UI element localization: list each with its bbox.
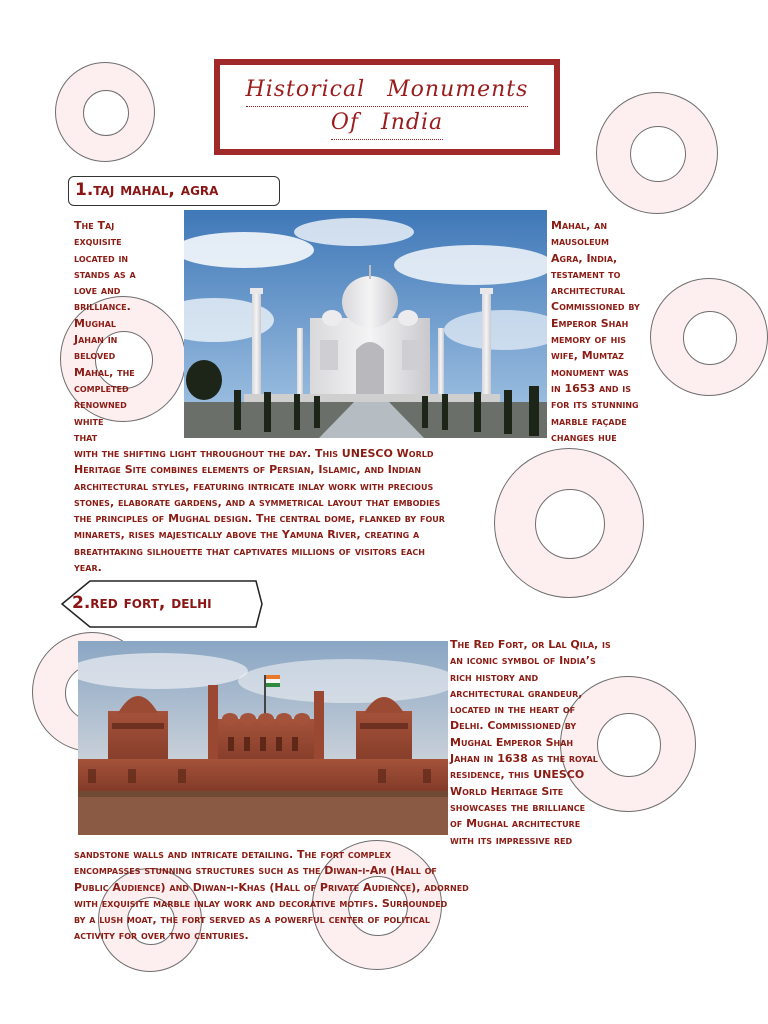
text-line: love and bbox=[74, 284, 121, 298]
text-line: Agra, India, bbox=[551, 251, 618, 265]
text-line: in 1653 and is bbox=[551, 381, 632, 395]
text-line: year. bbox=[74, 561, 102, 575]
text-line: renowned bbox=[74, 398, 127, 412]
text-line: monument was bbox=[551, 365, 629, 379]
text-line: Jahan in 1638 as the royal bbox=[450, 752, 598, 766]
text-line: located in bbox=[74, 251, 129, 265]
red-fort-right-column bbox=[450, 637, 611, 849]
text-line: stones, elaborate gardens, and a symmetrical layout that embodies bbox=[74, 495, 441, 509]
text-line: sandstone walls and intricate detailing. The fort complex bbox=[74, 848, 392, 861]
decorative-ring bbox=[596, 92, 718, 214]
text-line: encompasses stunning structures such as the Diwan-i-Am (Hall of bbox=[74, 864, 437, 878]
text-line: The Red Fort, or Lal Qila, is bbox=[450, 638, 611, 651]
text-line: for its stunning bbox=[551, 398, 639, 412]
text-line: memory of his bbox=[551, 333, 627, 347]
text-line: with its impressive red bbox=[450, 833, 573, 847]
text-line: activity for over two centuries. bbox=[74, 929, 249, 943]
taj-mahal-photo bbox=[184, 210, 547, 438]
text-line: testament to bbox=[551, 267, 621, 281]
text-line: Mahal, the bbox=[74, 365, 135, 379]
text-line: white bbox=[74, 414, 104, 428]
text-line: Jahan in bbox=[74, 333, 118, 347]
section-heading-label: 2.red fort, delhi bbox=[72, 593, 212, 613]
text-line: by a lush moat, the fort served as a powerful center of political bbox=[74, 913, 430, 927]
text-line: completed bbox=[74, 381, 129, 395]
text-line: with exquisite marble inlay work and decorative motifs. Surrounded bbox=[74, 896, 448, 910]
text-line: an iconic symbol of India’s bbox=[450, 654, 596, 668]
taj-left-column bbox=[74, 218, 136, 446]
text-line: Public Audience) and Diwan-i-Khas (Hall of Private Audience), adorned bbox=[74, 880, 469, 894]
text-line: residence, this UNESCO bbox=[450, 768, 585, 782]
text-line: showcases the brilliance bbox=[450, 800, 586, 814]
text-line: architectural bbox=[551, 284, 626, 298]
text-line: minarets, rises majestically above the Yamuna River, creating a bbox=[74, 528, 420, 542]
decorative-ring bbox=[650, 278, 768, 396]
text-line: World Heritage Site bbox=[450, 784, 564, 798]
text-line: that bbox=[74, 430, 98, 444]
text-line: mausoleum bbox=[551, 235, 609, 249]
text-line: architectural grandeur, bbox=[450, 686, 583, 700]
text-line: of Mughal architecture bbox=[450, 817, 581, 831]
text-line: marble façade bbox=[551, 414, 627, 428]
text-line: the principles of Mughal design. The central dome, flanked by four bbox=[74, 512, 445, 526]
section-heading-red-fort bbox=[60, 580, 264, 628]
text-line: The Taj bbox=[74, 219, 115, 232]
taj-right-column bbox=[551, 218, 640, 446]
text-line: exquisite bbox=[74, 235, 122, 249]
text-line: changes hue bbox=[551, 430, 617, 444]
taj-paragraph bbox=[74, 446, 445, 576]
text-line: wife, Mumtaz bbox=[551, 349, 624, 363]
text-line: Mughal bbox=[74, 316, 116, 330]
text-line: Commissioned by bbox=[551, 300, 640, 314]
red-fort-paragraph bbox=[74, 847, 469, 945]
text-line: Mahal, an bbox=[551, 219, 608, 232]
text-line: with the shifting light throughout the day. This UNESCO World bbox=[74, 447, 434, 460]
page-subtitle: Of India bbox=[331, 107, 443, 140]
page-title: Historical Monuments bbox=[246, 74, 529, 107]
decorative-ring bbox=[55, 62, 155, 162]
decorative-ring bbox=[494, 448, 644, 598]
text-line: Delhi. Commissioned by bbox=[450, 719, 577, 733]
section-heading-taj-mahal: 1.taj mahal, agra bbox=[68, 176, 280, 206]
title-banner bbox=[214, 59, 560, 155]
text-line: rich history and bbox=[450, 670, 539, 684]
text-line: brilliance. bbox=[74, 300, 131, 314]
text-line: stands as a bbox=[74, 267, 136, 281]
text-line: Heritage Site combines elements of Persian, Islamic, and Indian bbox=[74, 463, 422, 477]
text-line: beloved bbox=[74, 349, 116, 363]
text-line: located in the heart of bbox=[450, 703, 576, 717]
text-line: breathtaking silhouette that captivates millions of visitors each bbox=[74, 544, 425, 558]
text-line: architectural styles, featuring intricate inlay work with precious bbox=[74, 479, 434, 493]
text-line: Mughal Emperor Shah bbox=[450, 735, 574, 749]
title-banner-inner bbox=[220, 65, 554, 149]
red-fort-photo bbox=[78, 641, 448, 835]
text-line: Emperor Shah bbox=[551, 316, 629, 330]
